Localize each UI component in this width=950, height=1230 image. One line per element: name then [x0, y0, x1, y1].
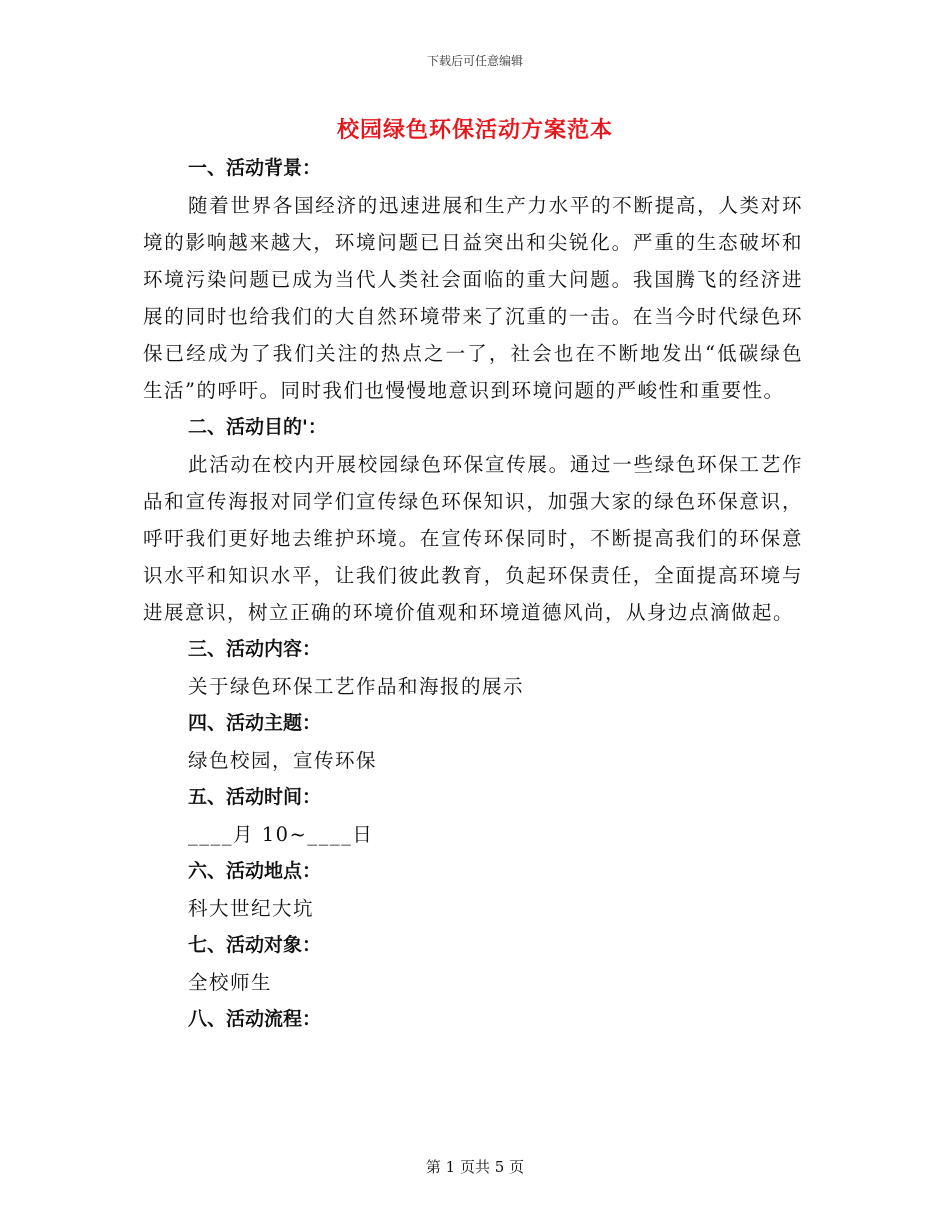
section-heading-audience: 七、活动对象： — [188, 934, 322, 956]
section-text-time: ____月 10~____日 — [188, 823, 374, 846]
document-title: 校园绿色环保活动方案范本 — [336, 117, 613, 143]
section-heading-theme: 四、活动主题： — [188, 712, 322, 734]
document-body — [143, 150, 803, 1038]
section-heading-content: 三、活动内容： — [188, 638, 322, 660]
section-text-background: 随着世界各国经济的迅速进展和生产力水平的不断提高，人类对环境的影响越来越大，环境问题已日益突出和尖锐化。严重的生态破坏和环境污染问题已成为当代人类社会面临的重大问题。我国腾飞的经济进展的同时也给我们的大自然环境带来了沉重的一击。在当今时代绿色环保已经成为了我们关注的热点之一了，社会也在不断地发出“低碳绿色生活”的呼吁。同时我们也慢慢地意识到环境问题的严峻性和重要性。 — [143, 194, 803, 402]
section-heading-time: 五、活动时间： — [188, 786, 322, 808]
page-footer-number: 第 1 页共 5 页 — [425, 1158, 525, 1176]
section-heading-background: 一、活动背景： — [188, 157, 322, 179]
section-text-purpose: 此活动在校内开展校园绿色环保宣传展。通过一些绿色环保工艺作品和宣传海报对同学们宣传绿色环保知识，加强大家的绿色环保意识，呼吁我们更好地去维护环境。在宣传环保同时，不断提高我们的环保意识水平和知识水平，让我们彼此教育，负起环保责任，全面提高环境与进展意识，树立正确的环境价值观和环境道德风尚，从身边点滴做起。 — [143, 453, 803, 624]
section-heading-purpose: 二、活动目的'： — [188, 416, 327, 438]
section-heading-location: 六、活动地点： — [188, 860, 322, 882]
section-text-audience: 全校师生 — [188, 971, 273, 994]
section-heading-process: 八、活动流程： — [188, 1008, 322, 1030]
section-text-location: 科大世纪大坑 — [188, 897, 315, 920]
section-text-theme: 绿色校园，宣传环保 — [188, 749, 378, 772]
page-header-note: 下载后可任意编辑 — [426, 54, 523, 68]
section-text-content: 关于绿色环保工艺作品和海报的展示 — [188, 675, 525, 698]
